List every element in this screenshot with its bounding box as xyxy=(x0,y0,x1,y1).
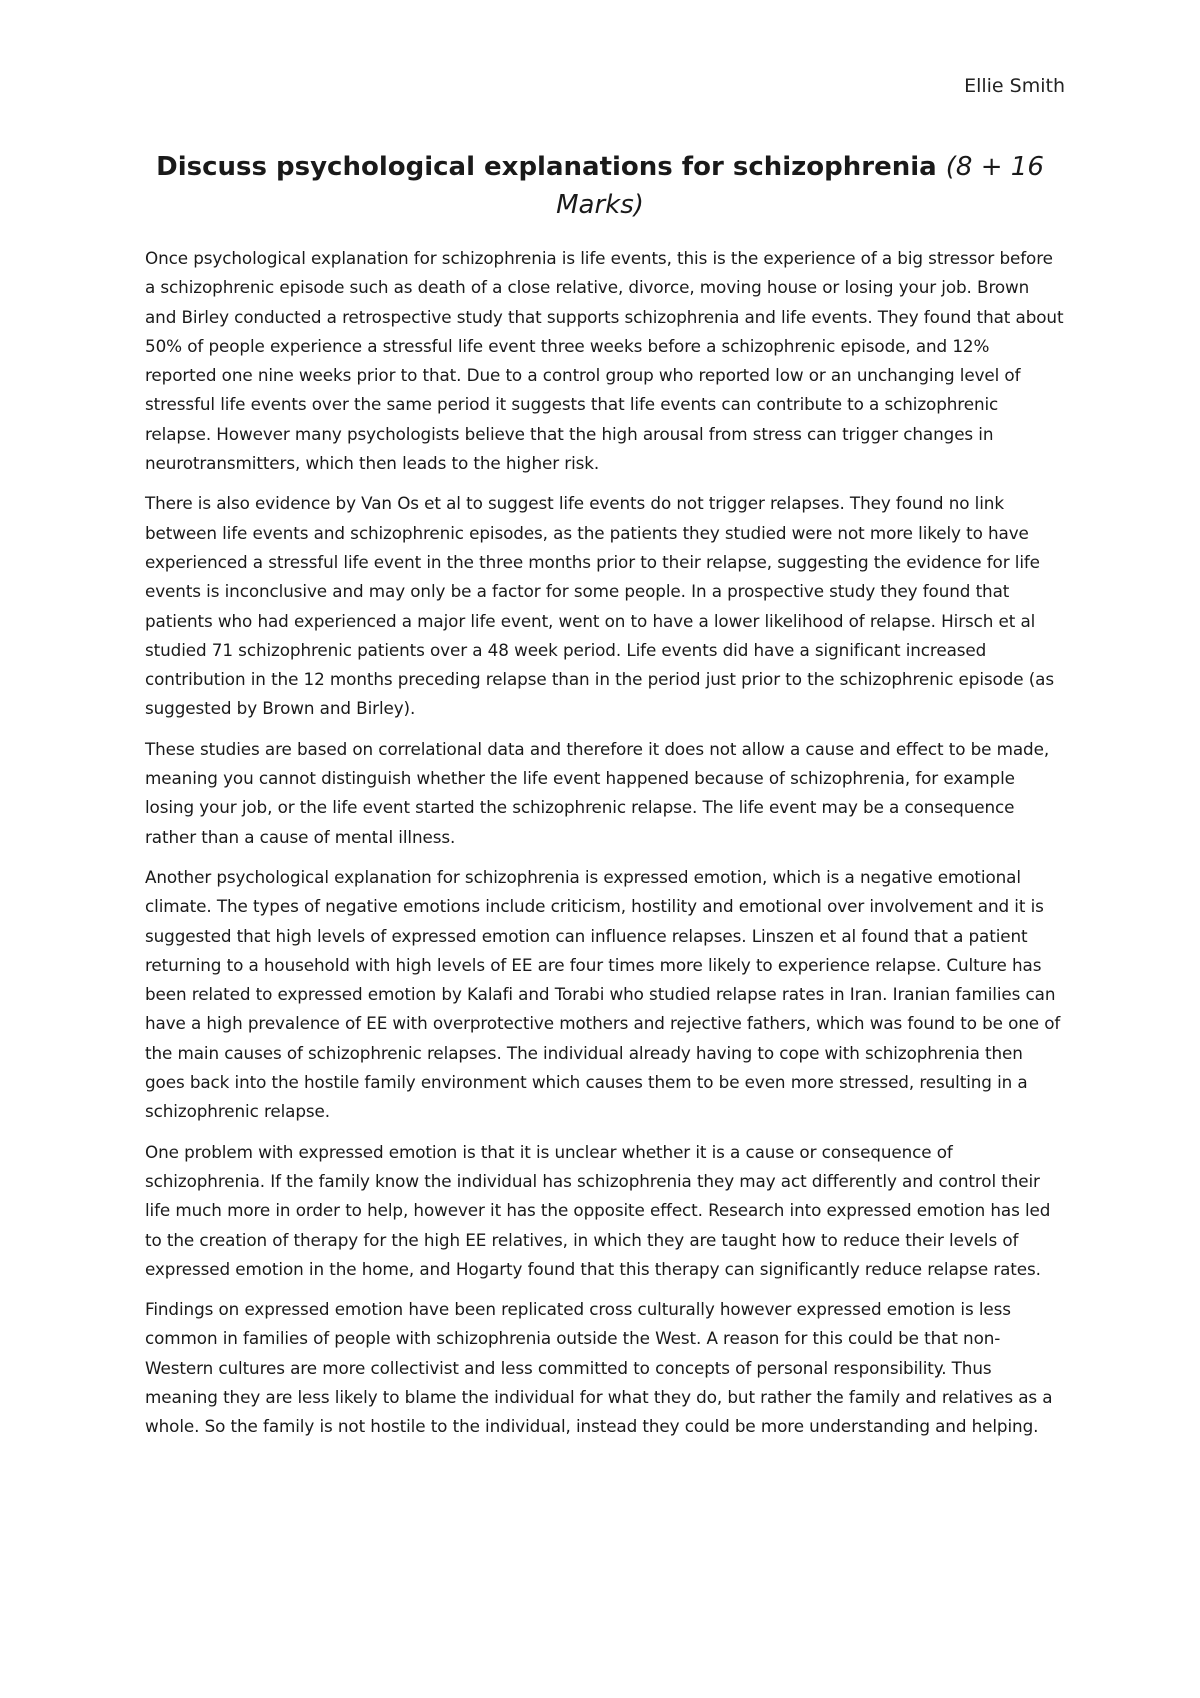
title-text: Discuss psychological explanations for schizophrenia xyxy=(156,152,937,182)
paragraph-correlational: These studies are based on correlational data and therefore it does not allow a cause and effect to be made, meaning you cannot distinguish whether the life event happened because of schizophrenia, for example losing your job, or the life event started the schizophrenic relapse. The life event may be a consequence rather than a cause of mental illness. xyxy=(145,738,1050,847)
paragraph-ee-problem: One problem with expressed emotion is that it is unclear whether it is a cause or consequence of schizophrenia. If the family know the individual has schizophrenia they may act differently and control their life much more in order to help, however it has the opposite effect. Research into expressed emotion has led to the creation of therapy for the high EE relatives, in which they are taught how to reduce their levels of expressed emotion in the home, and Hogarty found that this therapy can significantly reduce relapse rates. xyxy=(145,1141,1051,1279)
page-title xyxy=(145,148,1055,224)
author-name: Ellie Smith xyxy=(964,75,1065,97)
document-body xyxy=(145,244,1065,1453)
title-marks: (8 + 16 Marks) xyxy=(556,152,1044,220)
paragraph-expressed-emotion: Another psychological explanation for schizophrenia is expressed emotion, which is a negative emotional climate. The types of negative emotions include criticism, hostility and emotional over involvement and it is suggested that high levels of expressed emotion can influence relapses. Linszen et al found that a patient returning to a household with high levels of EE are four times more likely to experience relapse. Culture has been related to expressed emotion by Kalafi and Torabi who studied relapse rates in Iran. Iranian families can have a high prevalence of EE with overprotective mothers and rejective fathers, which was found to be one of the main causes of schizophrenic relapses. The individual already having to cope with schizophrenia then goes back into the hostile family environment which causes them to be even more stressed, resulting in a schizophrenic relapse. xyxy=(145,866,1061,1122)
paragraph-life-events: Once psychological explanation for schizophrenia is life events, this is the experience of a big stressor before a schizophrenic episode such as death of a close relative, divorce, moving house or losing your job. Brown and Birley conducted a retrospective study that supports schizophrenia and life events. They found that about 50% of people experience a stressful life event three weeks before a schizophrenic episode, and 12% reported one nine weeks prior to that. Due to a control group who reported low or an unchanging level of stressful life events over the same period it suggests that life events can contribute to a schizophrenic relapse. However many psychologists believe that the high arousal from stress can trigger changes in neurotransmitters, which then leads to the higher risk. xyxy=(145,248,1064,474)
paragraph-cross-cultural: Findings on expressed emotion have been replicated cross culturally however expressed emotion is less common in families of people with schizophrenia outside the West. A reason for this could be that non-Western cultures are more collectivist and less committed to concepts of personal responsibility. Thus meaning they are less likely to blame the individual for what they do, but rather the family and relatives as a whole. So the family is not hostile to the individual, instead they could be more understanding and helping. xyxy=(145,1299,1053,1437)
paragraph-van-os: There is also evidence by Van Os et al to suggest life events do not trigger relapses. They found no link between life events and schizophrenic episodes, as the patients they studied were not more likely to have experienced a stressful life event in the three months prior to their relapse, suggesting the evidence for life events is inconclusive and may only be a factor for some people. In a prospective study they found that patients who had experienced a major life event, went on to have a lower likelihood of relapse. Hirsch et al studied 71 schizophrenic patients over a 48 week period. Life events did have a significant increased contribution in the 12 months preceding relapse than in the period just prior to the schizophrenic episode (as suggested by Brown and Birley). xyxy=(145,493,1054,719)
